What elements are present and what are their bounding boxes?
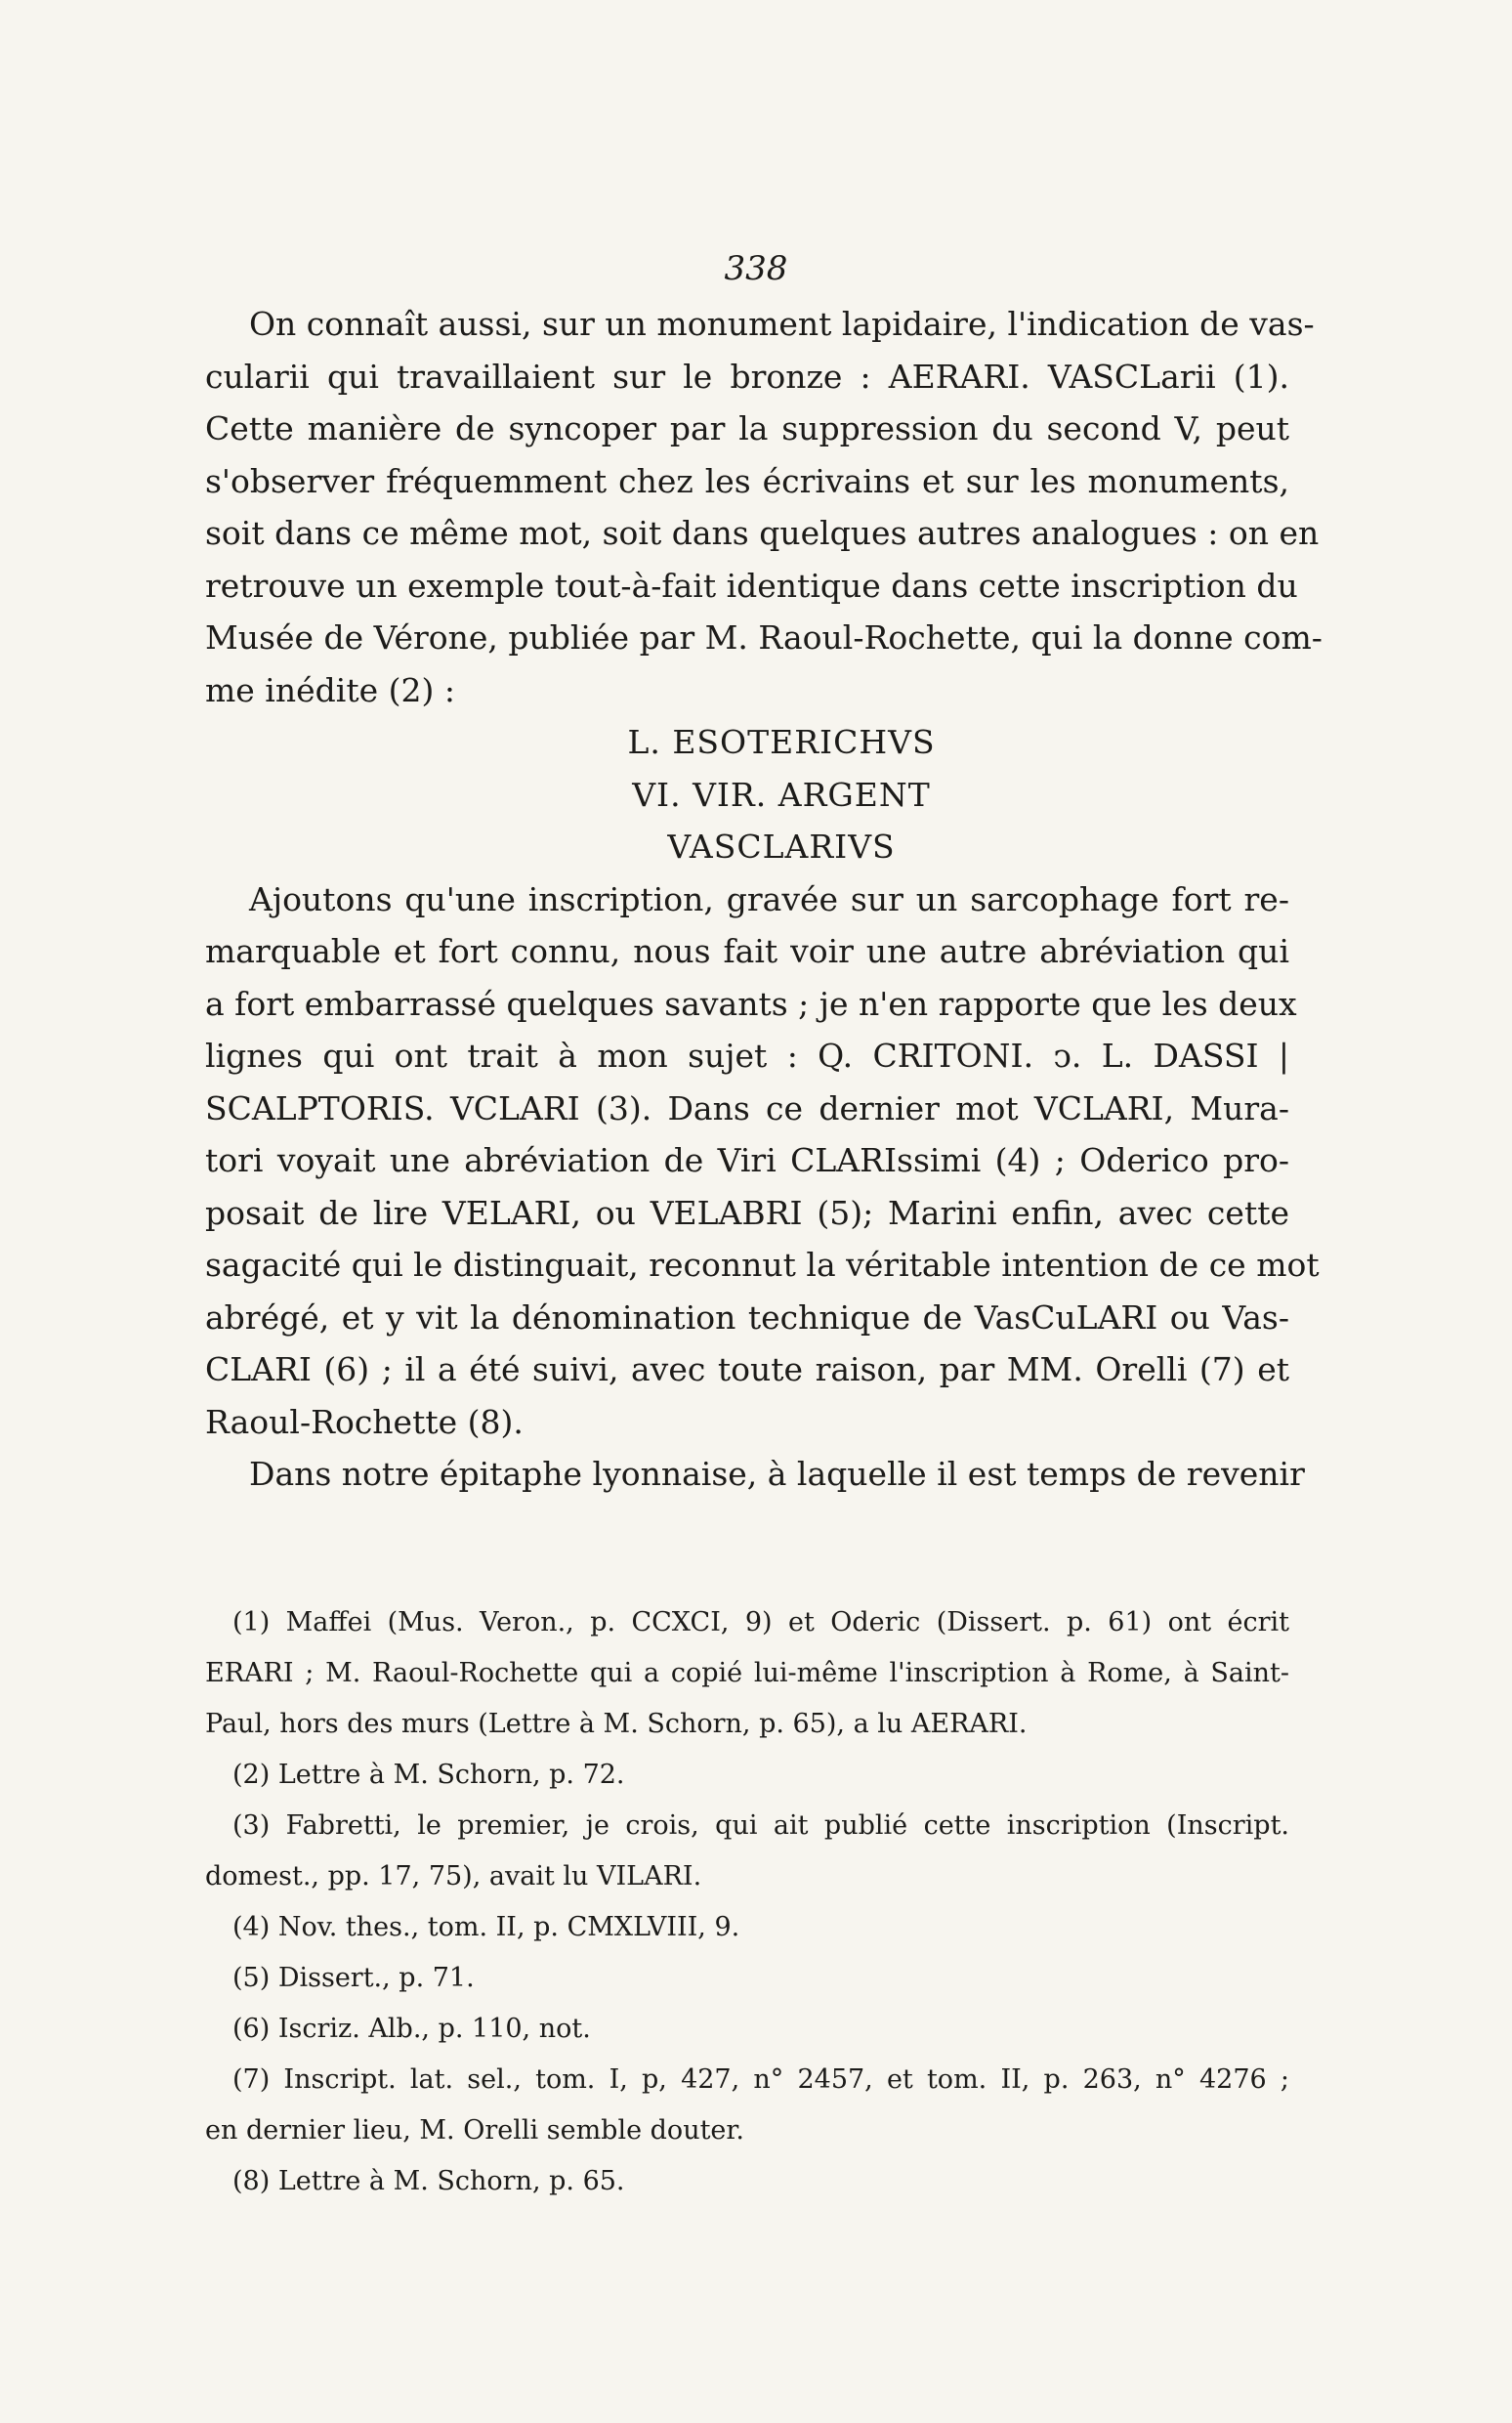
body-text [205, 298, 1323, 1501]
text-line: On connaît aussi, sur un monument lapidaire, l'indication de vas- [249, 305, 1315, 343]
text-line: sagacité qui le distinguait, reconnut la véritable intention de ce mot [205, 1246, 1320, 1284]
footnote-line: (2) Lettre à M. Schorn, p. 72. [232, 1760, 625, 1790]
text-line: Ajoutons qu'une inscription, gravée sur un sarcophage fort re- [249, 879, 1289, 918]
text-line: Raoul-Rochette (8). [205, 1402, 524, 1441]
text-line: me inédite (2) : [205, 670, 455, 709]
inscription-line: VI. VIR. ARGENT [632, 775, 931, 814]
footnote-line: (4) Nov. thes., tom. II, p. CMXLVIII, 9. [232, 1912, 740, 1942]
footnote-line: (3) Fabretti, le premier, je crois, qui ait publié cette inscription (Inscript. [232, 1810, 1289, 1841]
text-line: retrouve un exemple tout-à-fait identique dans cette inscription du [205, 566, 1298, 605]
inscription-line: L. ESOTERICHVS [627, 723, 936, 761]
footnote-line: (8) Lettre à M. Schorn, p. 65. [232, 2166, 625, 2196]
text-line: Musée de Vérone, publiée par M. Raoul-Rochette, qui la donne com- [205, 618, 1323, 657]
text-line: lignes qui ont trait à mon sujet : Q. CRITONI. ↄ. L. DASSI | [205, 1037, 1289, 1075]
text-line: CLARI (6) ; il a été suivi, avec toute raison, par MM. Orelli (7) et [205, 1350, 1289, 1388]
text-line: cularii qui travaillaient sur le bronze : AERARI. VASCLarii (1). [205, 357, 1289, 396]
text-line: abrégé, et y vit la dénomination technique de VasCuLARI ou Vas- [205, 1297, 1289, 1337]
footnote-line: (5) Dissert., p. 71. [232, 1963, 475, 1993]
footnote-line: (1) Maffei (Mus. Veron., p. CCXCI, 9) et Oderic (Dissert. p. 61) ont écrit [232, 1607, 1289, 1637]
text-line: s'observer fréquemment chez les écrivains et sur les monuments, [205, 461, 1289, 500]
text-line: posait de lire VELARI, ou VELABRI (5); Marini enfin, avec cette [205, 1193, 1289, 1232]
text-line: SCALPTORIS. VCLARI (3). Dans ce dernier mot VCLARI, Mura- [205, 1088, 1289, 1127]
footnote-line: domest., pp. 17, 75), avait lu VILARI. [205, 1861, 702, 1892]
footnotes [205, 1597, 1289, 2207]
page-number: 338 [724, 249, 788, 288]
footnote-line: (6) Iscriz. Alb., p. 110, not. [232, 2014, 591, 2044]
footnote-line: (7) Inscript. lat. sel., tom. I, p, 427, n° 2457, et tom. II, p. 263, n° 4276 ; [232, 2064, 1289, 2095]
text-line: Dans notre épitaphe lyonnaise, à laquelle il est temps de revenir [249, 1455, 1305, 1493]
footnote-line: en dernier lieu, M. Orelli semble douter. [205, 2115, 744, 2146]
footnote-line: Paul, hors des murs (Lettre à M. Schorn, p. 65), a lu AERARI. [205, 1709, 1028, 1739]
text-line: marquable et fort connu, nous fait voir une autre abréviation qui [205, 932, 1289, 970]
inscription-line: VASCLARIVS [667, 828, 896, 866]
text-line: tori voyait une abréviation de Viri CLARIssimi (4) ; Oderico pro- [205, 1141, 1289, 1179]
text-line: a fort embarrassé quelques savants ; je n'en rapporte que les deux [205, 984, 1297, 1023]
footnote-line: ERARI ; M. Raoul-Rochette qui a copié lui-même l'inscription à Rome, à Saint- [205, 1658, 1289, 1688]
text-line: Cette manière de syncoper par la suppression du second V, peut [205, 409, 1289, 447]
text-line: soit dans ce même mot, soit dans quelques autres analogues : on en [205, 514, 1320, 552]
